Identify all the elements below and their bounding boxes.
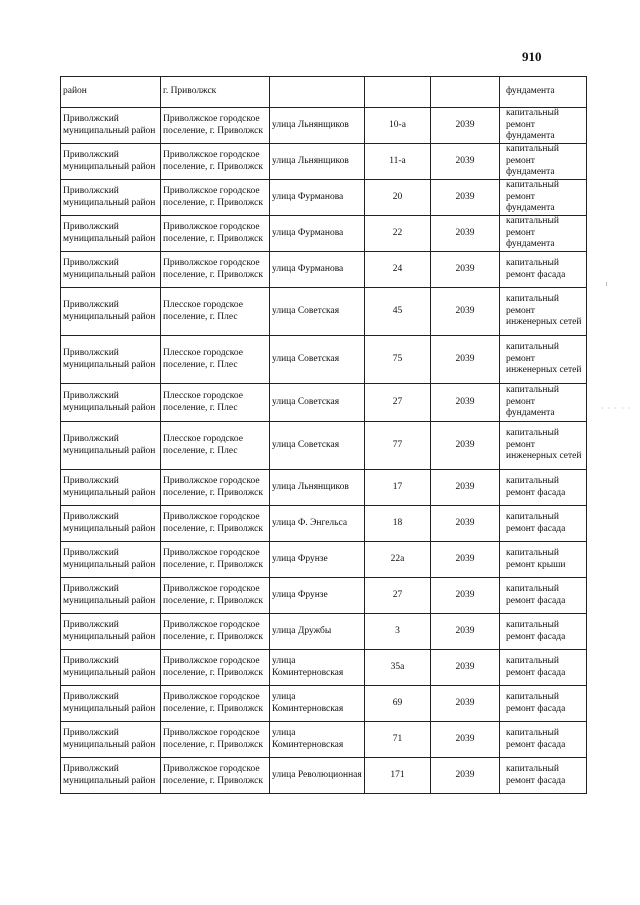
cell-work: капитальный ремонт фасада — [500, 614, 587, 650]
cell-district: Приволжский муниципальный район — [61, 216, 161, 252]
cell-work: капитальный ремонт фундамента — [500, 144, 587, 180]
cell-district: Приволжский муниципальный район — [61, 542, 161, 578]
cell-district: Приволжский муниципальный район — [61, 288, 161, 336]
cell-settlement: Приволжское городское поселение, г. Приволжск — [161, 506, 270, 542]
scan-artifact: · · · · · — [601, 404, 632, 413]
cell-settlement: Плесское городское поселение, г. Плес — [161, 288, 270, 336]
cell-settlement: Приволжское городское поселение, г. Приволжск — [161, 758, 270, 794]
cell-work: капитальный ремонт фундамента — [500, 216, 587, 252]
cell-house: 11-а — [365, 144, 431, 180]
cell-year: 2039 — [431, 758, 500, 794]
cell-year: 2039 — [431, 506, 500, 542]
cell-district: Приволжский муниципальный район — [61, 144, 161, 180]
cell-street: улица Фурманова — [270, 252, 365, 288]
cell-settlement: Плесское городское поселение, г. Плес — [161, 384, 270, 422]
cell-year: 2039 — [431, 686, 500, 722]
cell-house: 75 — [365, 336, 431, 384]
cell-year: 2039 — [431, 336, 500, 384]
cell-district: Приволжский муниципальный район — [61, 384, 161, 422]
cell-year: 2039 — [431, 216, 500, 252]
table-row — [61, 506, 587, 542]
table-row — [61, 758, 587, 794]
cell-settlement: Приволжское городское поселение, г. Приволжск — [161, 722, 270, 758]
cell-year: 2039 — [431, 288, 500, 336]
cell-house: 3 — [365, 614, 431, 650]
table-row — [61, 288, 587, 336]
cell-house: 35а — [365, 650, 431, 686]
cell-district: Приволжский муниципальный район — [61, 758, 161, 794]
cell-street: улица Коминтерновская — [270, 650, 365, 686]
cell-work: капитальный ремонт фасада — [500, 506, 587, 542]
cell-street: улица Фурманова — [270, 216, 365, 252]
cell-settlement: Плесское городское поселение, г. Плес — [161, 336, 270, 384]
cell-year: 2039 — [431, 180, 500, 216]
cell-district: Приволжский муниципальный район — [61, 422, 161, 470]
cell-work: капитальный ремонт фасада — [500, 650, 587, 686]
cell-house: 17 — [365, 470, 431, 506]
table-row — [61, 252, 587, 288]
cell-street: улица Фрунзе — [270, 578, 365, 614]
cell-year: 2039 — [431, 384, 500, 422]
table-row — [61, 578, 587, 614]
repair-register-table — [60, 76, 587, 794]
cell-district: Приволжский муниципальный район — [61, 108, 161, 144]
cell-district: Приволжский муниципальный район — [61, 180, 161, 216]
cell-street — [270, 77, 365, 108]
cell-work: капитальный ремонт фундамента — [500, 108, 587, 144]
table-row — [61, 470, 587, 506]
table-row — [61, 542, 587, 578]
cell-work: капитальный ремонт фасада — [500, 470, 587, 506]
cell-district: Приволжский муниципальный район — [61, 506, 161, 542]
cell-settlement: Приволжское городское поселение, г. Приволжск — [161, 108, 270, 144]
cell-street: улица Льнянщиков — [270, 108, 365, 144]
table-row — [61, 614, 587, 650]
cell-house: 69 — [365, 686, 431, 722]
cell-year: 2039 — [431, 722, 500, 758]
cell-work: капитальный ремонт фасада — [500, 252, 587, 288]
table-row — [61, 77, 587, 108]
cell-settlement: Приволжское городское поселение, г. Приволжск — [161, 542, 270, 578]
cell-settlement: г. Приволжск — [161, 77, 270, 108]
cell-district: Приволжский муниципальный район — [61, 722, 161, 758]
cell-settlement: Приволжское городское поселение, г. Приволжск — [161, 180, 270, 216]
cell-settlement: Приволжское городское поселение, г. Приволжск — [161, 686, 270, 722]
cell-year: 2039 — [431, 144, 500, 180]
cell-house: 171 — [365, 758, 431, 794]
cell-street: улица Ф. Энгельса — [270, 506, 365, 542]
cell-work: капитальный ремонт крыши — [500, 542, 587, 578]
table-row — [61, 722, 587, 758]
cell-street: улица Советская — [270, 384, 365, 422]
cell-street: улица Советская — [270, 336, 365, 384]
cell-street: улица Дружбы — [270, 614, 365, 650]
cell-house: 24 — [365, 252, 431, 288]
cell-work: капитальный ремонт инженерных сетей — [500, 422, 587, 470]
cell-street: улица Революционная — [270, 758, 365, 794]
cell-district: Приволжский муниципальный район — [61, 686, 161, 722]
cell-street: улица Фрунзе — [270, 542, 365, 578]
table-body — [61, 77, 587, 794]
table-row — [61, 108, 587, 144]
cell-work: капитальный ремонт фасада — [500, 722, 587, 758]
cell-house: 71 — [365, 722, 431, 758]
cell-work: капитальный ремонт инженерных сетей — [500, 288, 587, 336]
cell-house: 20 — [365, 180, 431, 216]
table-row — [61, 144, 587, 180]
table-row — [61, 686, 587, 722]
cell-house: 45 — [365, 288, 431, 336]
cell-year: 2039 — [431, 470, 500, 506]
cell-work: фундамента — [500, 77, 587, 108]
cell-district: Приволжский муниципальный район — [61, 252, 161, 288]
cell-year: 2039 — [431, 650, 500, 686]
cell-work: капитальный ремонт фундамента — [500, 384, 587, 422]
cell-street: улица Советская — [270, 422, 365, 470]
cell-settlement: Приволжское городское поселение, г. Приволжск — [161, 216, 270, 252]
cell-street: улица Коминтерновская — [270, 686, 365, 722]
cell-year — [431, 77, 500, 108]
cell-house: 10-а — [365, 108, 431, 144]
cell-year: 2039 — [431, 614, 500, 650]
cell-house: 27 — [365, 578, 431, 614]
table-row — [61, 384, 587, 422]
cell-district: Приволжский муниципальный район — [61, 470, 161, 506]
cell-settlement: Приволжское городское поселение, г. Приволжск — [161, 650, 270, 686]
cell-settlement: Приволжское городское поселение, г. Приволжск — [161, 614, 270, 650]
cell-district: Приволжский муниципальный район — [61, 336, 161, 384]
cell-house — [365, 77, 431, 108]
cell-work: капитальный ремонт фундамента — [500, 180, 587, 216]
cell-settlement: Приволжское городское поселение, г. Приволжск — [161, 470, 270, 506]
cell-house: 22а — [365, 542, 431, 578]
cell-settlement: Приволжское городское поселение, г. Приволжск — [161, 578, 270, 614]
cell-year: 2039 — [431, 108, 500, 144]
table-row — [61, 650, 587, 686]
cell-house: 18 — [365, 506, 431, 542]
table-row — [61, 180, 587, 216]
cell-district: район — [61, 77, 161, 108]
cell-year: 2039 — [431, 422, 500, 470]
cell-house: 77 — [365, 422, 431, 470]
cell-year: 2039 — [431, 578, 500, 614]
cell-settlement: Приволжское городское поселение, г. Приволжск — [161, 252, 270, 288]
cell-district: Приволжский муниципальный район — [61, 650, 161, 686]
cell-settlement: Плесское городское поселение, г. Плес — [161, 422, 270, 470]
table-row — [61, 336, 587, 384]
cell-house: 27 — [365, 384, 431, 422]
cell-year: 2039 — [431, 252, 500, 288]
scan-mark — [606, 282, 607, 286]
cell-work: капитальный ремонт фасада — [500, 686, 587, 722]
cell-work: капитальный ремонт фасада — [500, 758, 587, 794]
cell-street: улица Фурманова — [270, 180, 365, 216]
table-row — [61, 216, 587, 252]
cell-street: улица Льнянщиков — [270, 470, 365, 506]
cell-district: Приволжский муниципальный район — [61, 614, 161, 650]
cell-street: улица Советская — [270, 288, 365, 336]
cell-district: Приволжский муниципальный район — [61, 578, 161, 614]
cell-work: капитальный ремонт инженерных сетей — [500, 336, 587, 384]
cell-house: 22 — [365, 216, 431, 252]
cell-work: капитальный ремонт фасада — [500, 578, 587, 614]
cell-street: улица Коминтерновская — [270, 722, 365, 758]
cell-street: улица Льнянщиков — [270, 144, 365, 180]
table-row — [61, 422, 587, 470]
cell-settlement: Приволжское городское поселение, г. Приволжск — [161, 144, 270, 180]
cell-year: 2039 — [431, 542, 500, 578]
page-number: 910 — [522, 49, 542, 64]
